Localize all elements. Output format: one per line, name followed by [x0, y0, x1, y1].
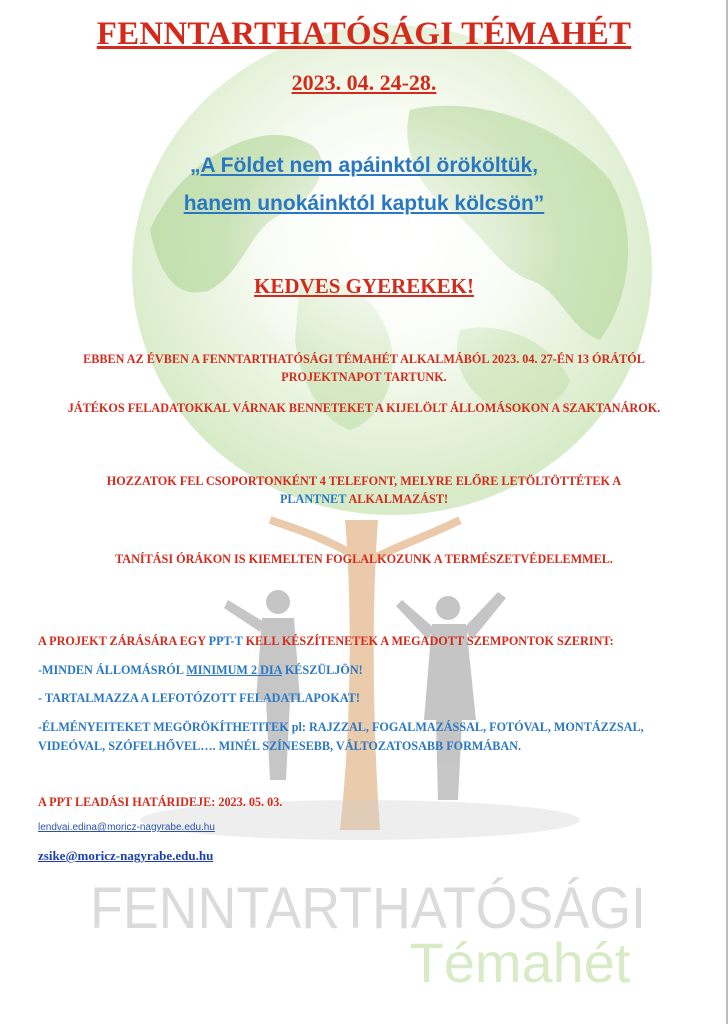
announcement-paragraph: EBBEN AZ ÉVBEN A FENNTARTHATÓSÁGI TÉMAHÉT ALKALMÁBÓL 2023. 04. 27-ÉN 13 ÓRÁTÓL PROJEKTNAPOT TARTUNK. — [83, 352, 645, 384]
page-title: FENNTARTHATÓSÁGI TÉMAHÉT — [96, 16, 632, 52]
requirement-3: -ÉLMÉNYEITEKET MEGÖRÖKÍTHETITEK pl: RAJZZAL, FOGALMAZÁSSAL, FOTÓVAL, MONTÁZZSAL, VIDEÓVAL, SZÓFELHŐVEL…. MINÉL SZÍNESEBB, VÁLTOZATOSABB FORMÁBAN. — [38, 720, 644, 753]
watermark-line1: FENNTARTHATÓSÁGI — [90, 876, 646, 941]
requirement-2: - TARTALMAZZA A LEFOTÓZOTT FELADATLAPOKAT! — [38, 691, 360, 705]
plantnet-app-name: PLANTNET — [279, 492, 347, 506]
deadline: A PPT LEADÁSI HATÁRIDEJE: 2023. 05. 03. — [38, 795, 283, 809]
project-intro-text: A PROJEKT ZÁRÁSÁRA EGY — [38, 634, 209, 648]
quote-line-2: hanem unokáinktól kaptuk kölcsön” — [183, 192, 545, 215]
phones-paragraph — [60, 472, 668, 508]
stations-paragraph: JÁTÉKOS FELADATOKKAL VÁRNAK BENNETEKET A KIJELÖLT ÁLLOMÁSOKON A SZAKTANÁROK. — [67, 401, 661, 415]
ppt-highlight: PPT-T — [208, 634, 243, 648]
email-link-1[interactable]: lendvai.edina@moricz-nagyrabe.edu.hu — [38, 822, 215, 833]
project-intro — [38, 632, 614, 651]
requirement-1-text-end: KÉSZÜLJÖN! — [281, 663, 363, 677]
email-link-2[interactable]: zsike@moricz-nagyrabe.edu.hu — [38, 848, 214, 863]
requirement-1-text: -MINDEN ÁLLOMÁSRÓL — [38, 663, 187, 677]
project-intro-text-end: KELL KÉSZÍTENETEK A MEGADOTT SZEMPONTOK SZERINT: — [242, 634, 614, 648]
lessons-paragraph: TANÍTÁSI ÓRÁKON IS KIEMELTEN FOGLALKOZUNK A TERMÉSZETVÉDELEMMEL. — [115, 552, 613, 566]
greeting: KEDVES GYEREKEK! — [254, 274, 474, 298]
quote-line-1: „A Földet nem apáinktól örököltük, — [189, 154, 539, 177]
phones-text: HOZZATOK FEL CSOPORTONKÉNT 4 TELEFONT, MELYRE ELŐRE LETÖLTÖTTÉTEK A — [106, 474, 622, 488]
phones-text-end: ALKALMAZÁST! — [346, 492, 449, 506]
minimum-slides-highlight: MINIMUM 2 DIA — [186, 663, 282, 677]
watermark-line2: Témahét — [409, 931, 631, 994]
requirement-1 — [38, 661, 363, 680]
event-dates: 2023. 04. 24-28. — [291, 70, 437, 95]
